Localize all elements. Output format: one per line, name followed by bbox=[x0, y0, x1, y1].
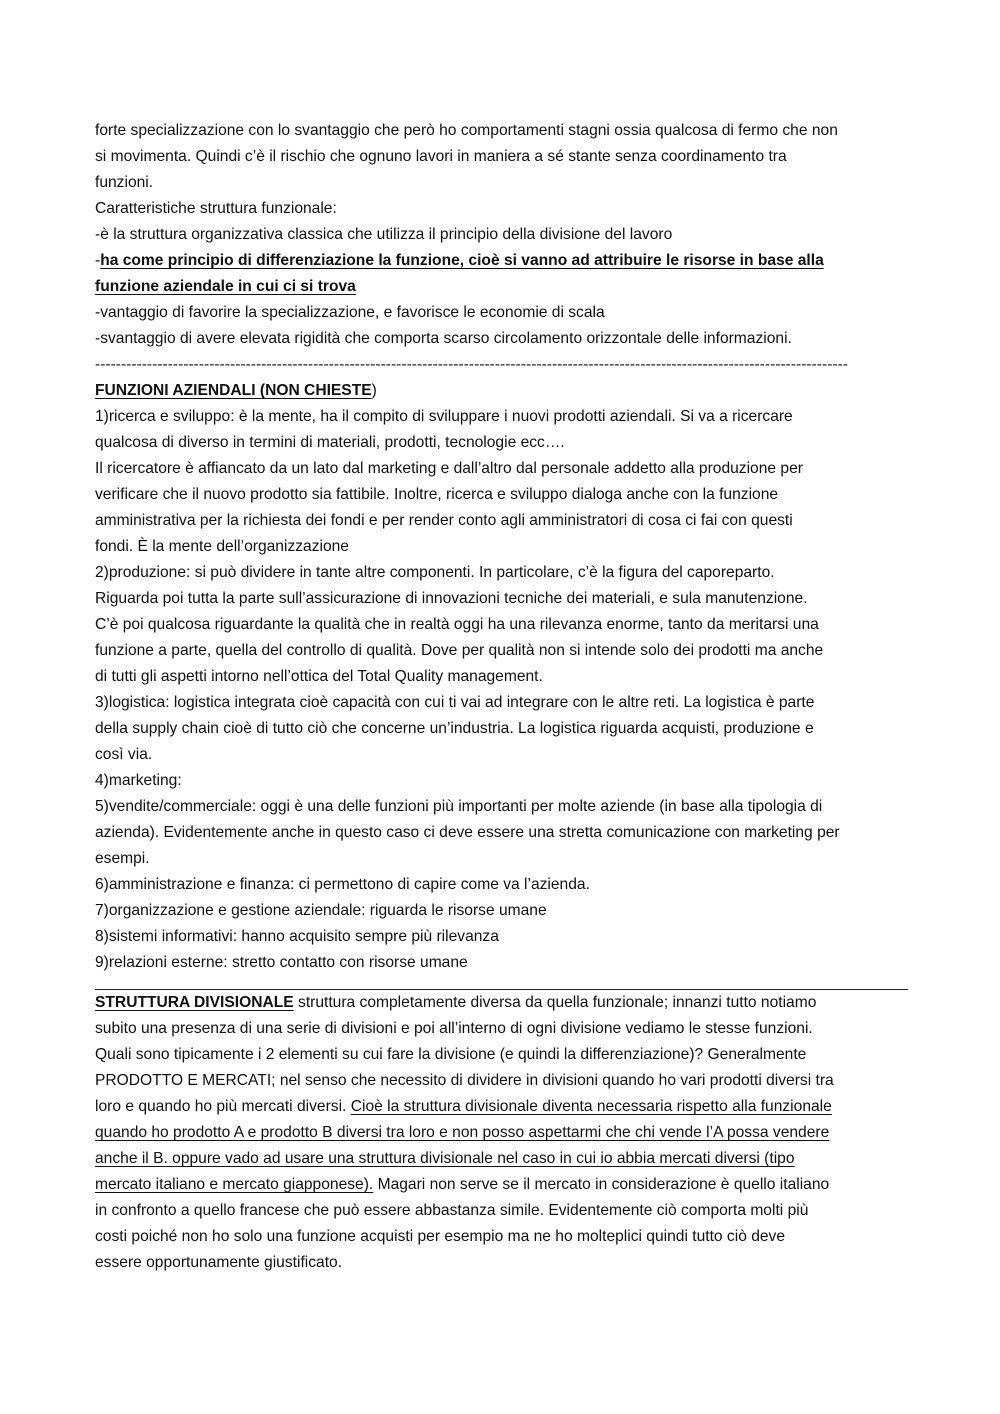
paragraph-line: 6)amministrazione e finanza: ci permettono di capire come va l’azienda. bbox=[95, 876, 590, 893]
paragraph-line: verificare che il nuovo prodotto sia fattibile. Inoltre, ricerca e sviluppo dialoga anche con la funzione bbox=[95, 486, 779, 503]
underlined-text: mercato italiano e mercato giapponese). bbox=[95, 1176, 374, 1193]
heading-paren: ) bbox=[371, 382, 377, 399]
paragraph-line: Riguarda poi tutta la parte sull’assicurazione di innovazioni tecniche dei materiali, e sula manutenzione. bbox=[95, 590, 808, 607]
document-page bbox=[95, 118, 910, 1276]
paragraph-line: Il ricercatore è affiancato da un lato dal marketing e dall’altro dal personale addetto alla produzione per bbox=[95, 460, 803, 477]
underlined-text: anche il B. oppure vado ad usare una struttura divisionale nel caso in cui io abbia mercati diversi (tipo bbox=[95, 1150, 795, 1167]
paragraph-line: 9)relazioni esterne: stretto contatto con risorse umane bbox=[95, 954, 468, 971]
paragraph-line: in confronto a quello francese che può essere abbastanza simile. Evidentemente ciò comporta molti più bbox=[95, 1202, 809, 1219]
list-item: -svantaggio di avere elevata rigidità che comporta scarso circolamento orizzontale delle informazioni. bbox=[95, 330, 792, 347]
paragraph-line: esempi. bbox=[95, 850, 150, 867]
paragraph-text: struttura completamente diversa da quella funzionale; innanzi tutto notiamo bbox=[293, 994, 817, 1011]
underlined-text: Cioè la struttura divisionale diventa necessaria rispetto alla funzionale bbox=[350, 1098, 832, 1115]
underlined-text: quando ho prodotto A e prodotto B diversi tra loro e non posso aspettarmi che chi vende l’A possa vendere bbox=[95, 1124, 830, 1141]
list-item: -è la struttura organizzativa classica che utilizza il principio della divisione del lavoro bbox=[95, 226, 673, 243]
paragraph-line: 8)sistemi informativi: hanno acquisito sempre più rilevanza bbox=[95, 928, 499, 945]
paragraph-line: 1)ricerca e sviluppo: è la mente, ha il compito di sviluppare i nuovi prodotti aziendali. Si va a ricercare bbox=[95, 408, 793, 425]
paragraph-line: essere opportunamente giustificato. bbox=[95, 1254, 343, 1271]
paragraph-line: fondi. È la mente dell’organizzazione bbox=[95, 538, 349, 555]
paragraph-line: costi poiché non ho solo una funzione acquisti per esempio ma ne ho molteplici quindi tutto ciò deve bbox=[95, 1228, 786, 1245]
paragraph-line: forte specializzazione con lo svantaggio che però ho comportamenti stagni ossia qualcosa di fermo che non bbox=[95, 122, 838, 139]
paragraph-line bbox=[95, 1094, 910, 1120]
list-dash: - bbox=[95, 252, 101, 269]
paragraph-line bbox=[95, 990, 910, 1016]
heading-funzioni-aziendali: FUNZIONI AZIENDALI (NON CHIESTE bbox=[95, 382, 372, 399]
bold-underlined-text: funzione aziendale in cui ci si trova bbox=[95, 278, 356, 295]
paragraph-line: C’è poi qualcosa riguardante la qualità che in realtà oggi ha una rilevanza enorme, tanto da meritarsi una bbox=[95, 616, 819, 633]
paragraph-line: così via. bbox=[95, 746, 153, 763]
paragraph-line: di tutti gli aspetti intorno nell’ottica del Total Quality management. bbox=[95, 668, 543, 685]
bold-underlined-text: ha come principio di differenziazione la funzione, cioè si vanno ad attribuire le risorse in base alla bbox=[100, 252, 824, 269]
list-item: -vantaggio di favorire la specializzazione, e favorisce le economie di scala bbox=[95, 304, 605, 321]
paragraph-line: Quali sono tipicamente i 2 elementi su cui fare la divisione (e quindi la differenziazione)? Generalmente bbox=[95, 1046, 807, 1063]
paragraph-line bbox=[95, 1120, 910, 1146]
heading-struttura-divisionale: STRUTTURA DIVISIONALE bbox=[95, 994, 294, 1011]
paragraph-line: 3)logistica: logistica integrata cioè capacità con cui ti vai ad integrare con le altre reti. La logistica è parte bbox=[95, 694, 815, 711]
paragraph-line: funzione a parte, quella del controllo di qualità. Dove per qualità non si intende solo dei prodotti ma anche bbox=[95, 642, 824, 659]
list-item bbox=[95, 248, 910, 274]
paragraph-text: loro e quando ho più mercati diversi. bbox=[95, 1098, 351, 1115]
dashed-separator: ------------------------------------------------------------------------------------------------------------------------------------------------- bbox=[95, 356, 848, 373]
paragraph-line: azienda). Evidentemente anche in questo caso ci deve essere una stretta comunicazione con marketing per bbox=[95, 824, 840, 841]
paragraph-line: 4)marketing: bbox=[95, 772, 182, 789]
paragraph-line: funzioni. bbox=[95, 174, 154, 191]
paragraph-text: Magari non serve se il mercato in considerazione è quello italiano bbox=[373, 1176, 830, 1193]
paragraph-line: PRODOTTO E MERCATI; nel senso che necessito di dividere in divisioni quando ho vari prodotti diversi tra bbox=[95, 1072, 834, 1089]
paragraph-line bbox=[95, 1146, 910, 1172]
paragraph-line: 5)vendite/commerciale: oggi è una delle funzioni più importanti per molte aziende (in base alla tipologia di bbox=[95, 798, 823, 815]
paragraph-line: qualcosa di diverso in termini di materiali, prodotti, tecnologie ecc…. bbox=[95, 434, 565, 451]
paragraph-line: 7)organizzazione e gestione aziendale: riguarda le risorse umane bbox=[95, 902, 547, 919]
paragraph-line: subito una presenza di una serie di divisioni e poi all’interno di ogni divisione vediamo le stesse funzioni. bbox=[95, 1020, 813, 1037]
section-heading bbox=[95, 378, 910, 404]
paragraph-line: amministrativa per la richiesta dei fondi e per render conto agli amministratori di cosa ci fai con questi bbox=[95, 512, 793, 529]
paragraph-line: della supply chain cioè di tutto ciò che concerne un’industria. La logistica riguarda acquisti, produzione e bbox=[95, 720, 814, 737]
paragraph-line: Caratteristiche struttura funzionale: bbox=[95, 200, 337, 217]
paragraph-line: si movimenta. Quindi c’è il rischio che ognuno lavori in maniera a sé stante senza coordinamento tra bbox=[95, 148, 787, 165]
paragraph-line bbox=[95, 1172, 910, 1198]
paragraph-line: 2)produzione: si può dividere in tante altre componenti. In particolare, c’è la figura del caporeparto. bbox=[95, 564, 775, 581]
list-item-continuation bbox=[95, 274, 910, 300]
